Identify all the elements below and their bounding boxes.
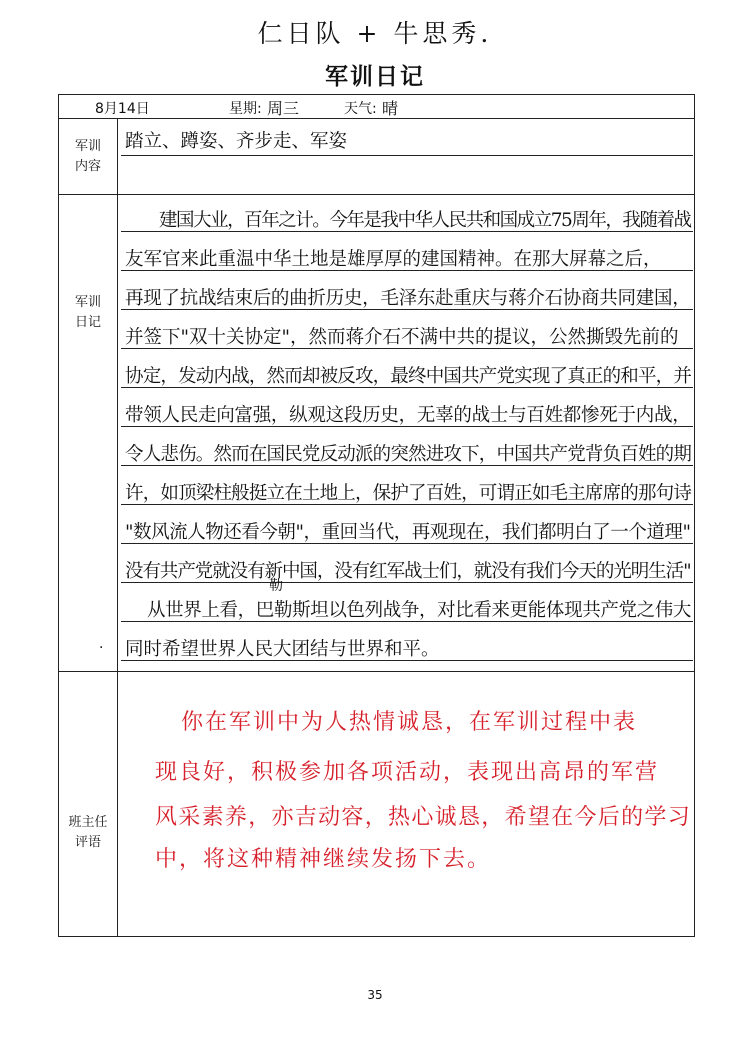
teacher-comment-line: 现良好，积极参加各项活动，表现出高昂的军营 <box>155 760 660 785</box>
diary-label-line1: 军训 <box>74 295 101 310</box>
weather-value: 晴 <box>382 99 399 118</box>
training-content: 踏立、蹲姿、齐步走、军姿 <box>125 131 348 152</box>
page-title: 军训日记 <box>325 64 425 90</box>
diary-label <box>59 293 117 333</box>
teacher-comment-line: 风采素养，亦吉动容，热心诚恳，希望在今后的学习 <box>155 805 692 830</box>
teacher-comment-line: 中，将这种精神继续发扬下去。 <box>155 847 492 872</box>
diary-line: 友军官来此重温中华土地是雄厚厚的建国精神。在那大屏幕之后， <box>125 249 662 270</box>
section-divider-content <box>59 194 694 195</box>
diary-line: 同时希望世界人民大团结与世界和平。 <box>125 639 440 660</box>
weekday-value: 周三 <box>267 99 300 118</box>
page-number: 35 <box>367 988 383 1002</box>
diary-line: 并签下"双十关协定"，然而蒋介石不满中共的提议，公然撕毁先前的 <box>125 327 679 348</box>
diary-line: 令人悲伤。然而在国民党反动派的突然进攻下，中国共产党背负百姓的期 <box>125 444 692 465</box>
comment-label <box>59 813 117 853</box>
content-label <box>59 137 117 177</box>
content-label-line1: 军训 <box>74 139 101 154</box>
margin-mark: · <box>99 640 104 656</box>
diary-line: 从世界上看，巴勒斯坦以色列战争，对比看来更能体现共产党之伟大 <box>147 600 692 621</box>
diary-line: "数风流人物还看今朝"，重回当代，再观现在，我们都明白了一个道理" <box>125 522 691 543</box>
teacher-comment-line: 你在军训中为人热情诚恳，在军训过程中表 <box>181 710 638 735</box>
diary-label-line2: 日记 <box>74 315 101 330</box>
header-handwriting: 仁日队 + 牛思秀. <box>257 19 493 48</box>
date-value: 8月14日 <box>95 101 150 117</box>
diary-insertion: 勒 <box>269 578 283 594</box>
diary-line: 带领人民走向富强，纵观这段历史，无辜的战士与百姓都惨死于内战， <box>125 405 691 426</box>
weather-label: 天气: <box>344 101 377 117</box>
comment-label-line2: 评语 <box>74 835 101 850</box>
section-divider-diary <box>59 671 694 672</box>
diary-line: 协定，发动内战，然而却被反攻，最终中国共产党实现了真正的和平，并 <box>125 366 692 387</box>
diary-line: 没有共产党就没有新中国，没有红军战士们，就没有我们今天的光明生活" <box>125 561 691 582</box>
content-label-line2: 内容 <box>74 159 101 174</box>
ruled-line <box>121 155 693 156</box>
column-divider <box>117 119 118 936</box>
diary-line: 建国大业，百年之计。今年是我中华人民共和国成立75周年，我随着战 <box>159 210 691 231</box>
comment-label-line1: 班主任 <box>68 815 108 830</box>
diary-line: 再现了抗战结束后的曲折历史，毛泽东赴重庆与蒋介石协商共同建国， <box>125 288 691 309</box>
date-row <box>59 95 694 119</box>
diary-form <box>58 94 695 937</box>
weekday-label: 星期: <box>229 101 262 117</box>
diary-line: 许，如顶梁柱般挺立在土地上，保护了百姓，可谓正如毛主席席的那句诗 <box>125 483 692 504</box>
